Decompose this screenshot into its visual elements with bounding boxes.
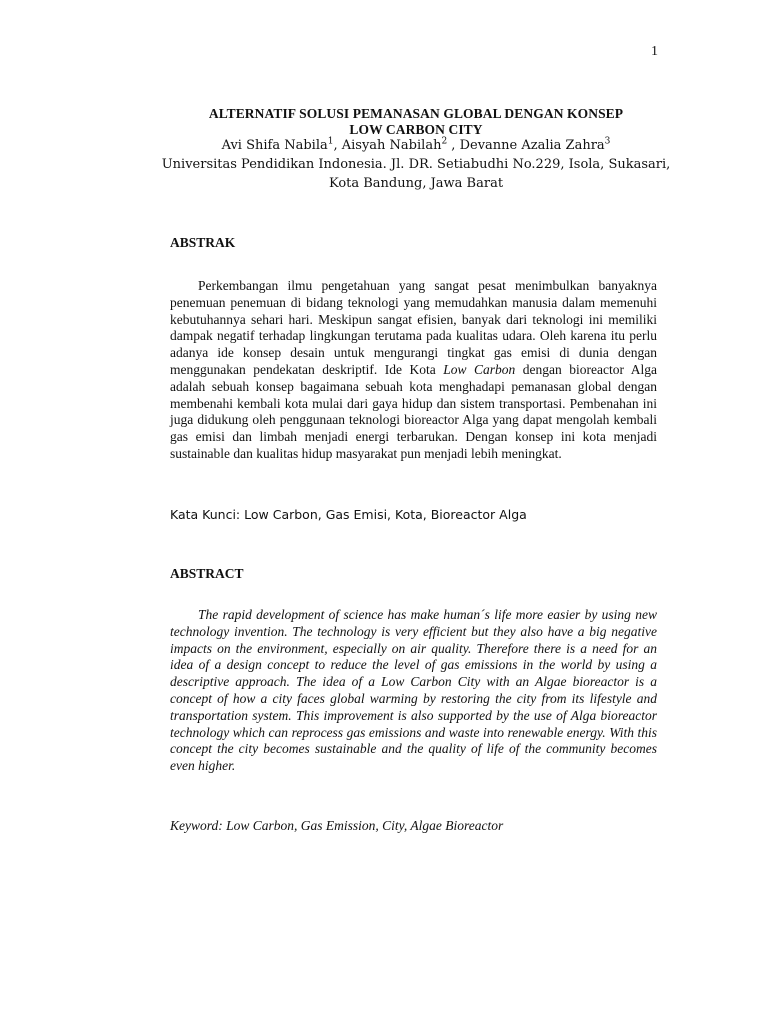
author-1-affil-mark: 1 bbox=[327, 136, 334, 147]
kata-kunci: Kata Kunci: Low Carbon, Gas Emisi, Kota, Bioreactor Alga bbox=[170, 507, 527, 522]
author-2-affil-mark: 2 bbox=[441, 136, 448, 147]
author-block bbox=[160, 136, 672, 193]
author-2-name: Aisyah Nabilah bbox=[341, 138, 442, 153]
author-3-name: Devanne Azalia Zahra bbox=[459, 138, 605, 153]
author-list bbox=[160, 136, 672, 155]
abstrak-text-italic: Low Carbon bbox=[443, 361, 516, 377]
abstrak-paragraph bbox=[170, 278, 657, 463]
abstrak-heading: ABSTRAK bbox=[170, 235, 236, 250]
abstrak-text-part2: dengan bioreactor Alga adalah sebuah konsep bagaimana sebuah kota menghadapi pemanasan global dengan membenahi kembali kota mulai dari gaya hidup dan sistem transportasi. Pembenahan ini juga didukung oleh penggunaan teknologi bioreactor Alga yang dapat mengolah kembali gas emisi dan limbah menjadi energi terbarukan. Dengan konsep ini kota menjadi sustainable dan kualitas hidup masyarakat pun menjadi lebih meningkat. bbox=[170, 361, 658, 461]
abstrak-text-part1: Perkembangan ilmu pengetahuan yang sangat pesat menimbulkan banyaknya penemuan penemuan di bidang teknologi yang memudahkan manusia dalam memenuhi kebutuhannya sehari hari. Meskipun sangat efisien, banyak dari teknologi ini memiliki dampak negatif terhadap lingkungan terutama pada kualitas udara. Oleh karena itu perlu adanya ide konsep desain untuk mengurangi tingkat gas emisi di dunia dengan menggunakan pendekatan deskriptif. Ide Kota bbox=[170, 278, 657, 377]
paper-title-line1: ALTERNATIF SOLUSI PEMANASAN GLOBAL DENGAN KONSEP bbox=[208, 106, 624, 121]
author-1-name: Avi Shifa Nabila bbox=[221, 138, 328, 153]
page-number: 1 bbox=[651, 44, 658, 59]
affiliation-line2: Kota Bandung, Jawa Barat bbox=[328, 176, 504, 191]
paper-title-line2: LOW CARBON CITY bbox=[349, 122, 483, 137]
paper-title bbox=[160, 106, 672, 138]
keywords: Keyword: Low Carbon, Gas Emission, City, Algae Bioreactor bbox=[170, 818, 504, 833]
affiliation-line1: Universitas Pendidikan Indonesia. Jl. DR. Setiabudhi No.229, Isola, Sukasari, bbox=[161, 157, 671, 172]
abstract-heading: ABSTRACT bbox=[170, 566, 244, 581]
author-separator: , bbox=[447, 138, 460, 153]
abstract-paragraph: The rapid development of science has make human´s life more easier by using new technology invention. The technology is very efficient but they also have a big negative impacts on the environment, especially on air quality. Therefore there is a need for an idea of a design concept to reduce the level of gas emissions in the world by using a descriptive approach. The idea of a Low Carbon City with an Algae bioreactor is a concept of how a city faces global warming by restoring the city from its lifestyle and transportation system. This improvement is also supported by the use of Alga bioreactor technology which can reprocess gas emissions and waste into renewable energy. With this concept the city becomes sustainable and the quality of life of the community becomes even higher. bbox=[170, 607, 657, 774]
author-separator: , bbox=[333, 138, 342, 153]
author-3-affil-mark: 3 bbox=[604, 136, 611, 147]
